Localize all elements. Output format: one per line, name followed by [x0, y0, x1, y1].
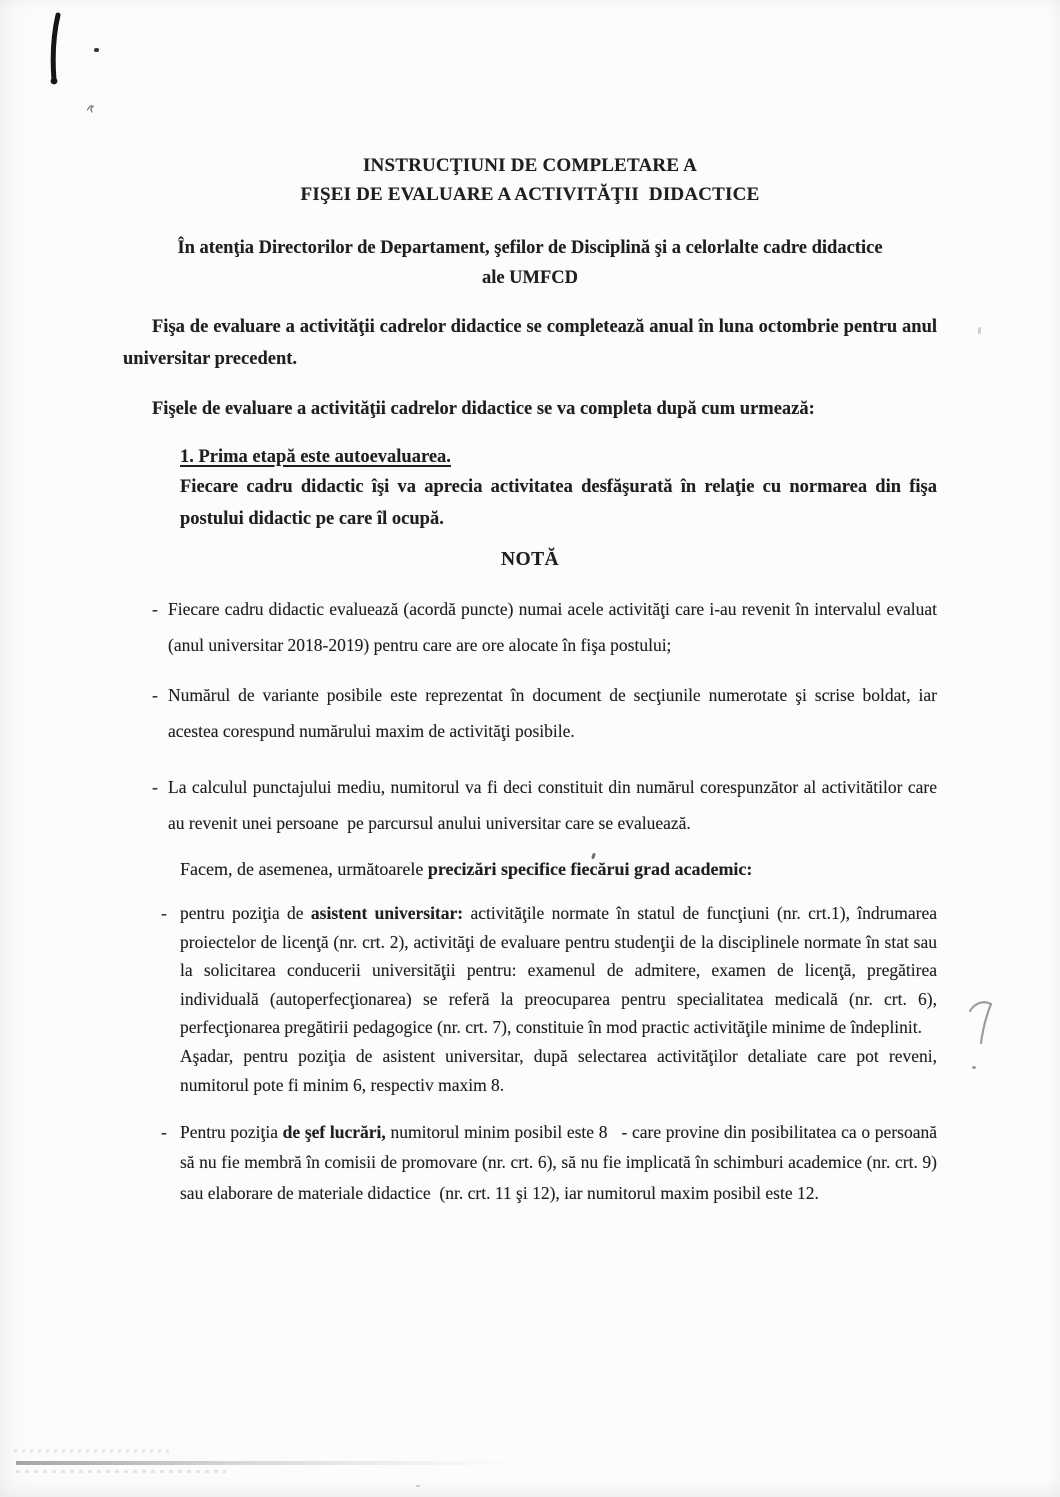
- bullet-dash: -: [152, 599, 158, 619]
- sef-bullet-lead: Pentru poziţia: [180, 1121, 283, 1142]
- paragraph-completion-frequency: Fişa de evaluare a activităţii cadrelor didactice se completează anual în luna octombrie pentru anul universitar precedent.: [123, 317, 937, 369]
- scan-artifact-line: [16, 1470, 226, 1473]
- scan-speck: [416, 1485, 420, 1487]
- asistent-bullet-lead: pentru poziţia de: [180, 903, 311, 923]
- step-1-heading-text: 1. Prima etapă este autoevaluarea.: [180, 447, 451, 467]
- nota-heading: NOTĂ: [501, 549, 559, 570]
- nota-bullet-1-text: Fiecare cadru didactic evaluează (acordă puncte) numai acele activităţi care i-au revenit în intervalul evaluat (anul universitar 2018-2019) pentru care are ore alocate în fişa postului;: [168, 599, 937, 655]
- nota-bullet-2-text: Numărul de variante posibile este reprezentat în document de secţiunile numerotate şi scrise boldat, iar acestea corespund numărului maxim de activităţi posibile.: [168, 685, 937, 741]
- scan-speck: [972, 1066, 976, 1069]
- nota-bullet-2: [152, 677, 937, 749]
- asistent-bullet-bold: asistent universitar:: [310, 903, 464, 923]
- bullet-dash: -: [161, 903, 167, 923]
- pen-stroke-mark: [46, 12, 66, 90]
- document-content: [123, 0, 937, 1208]
- bullet-dash: -: [152, 685, 158, 705]
- step-1-heading: [180, 443, 937, 472]
- ink-squiggle: [86, 104, 96, 114]
- document-title-line-2: FIŞEI DE EVALUARE A ACTIVITĂŢII DIDACTICE: [300, 184, 760, 205]
- nota-bullet-1: [152, 591, 937, 663]
- asistent-bullet-body: activităţile normate în statul de funcţiuni (nr. crt.1), îndrumarea proiectelor de licenţă (nr. crt. 2), activităţi de evaluare pentru studenţii de la disciplinele normate în stat sau la solicitarea conducerii universităţii pentru: examenul de admitere, examen de licenţă, pregătirea individuală (autoperfecţionarea) se referă la preocuparea pentru specialitatea medicală (nr. crt. 6), perfecţionarea pregătirii pedagogice (nr. crt. 7), constituie în mod practic activităţile minime de îndeplinit.: [180, 903, 937, 1037]
- ink-dot: [94, 48, 99, 52]
- precizari-intro: [180, 854, 937, 884]
- precizari-intro-bold: precizări specifice fiecărui grad academic:: [427, 859, 753, 879]
- scan-speck: [978, 327, 981, 334]
- document-title: [123, 151, 937, 209]
- sef-bullet-bold: de şef lucrări,: [282, 1121, 386, 1142]
- bullet-dash: -: [152, 777, 158, 797]
- sef-bullet-body: numitorul minim posibil este 8 - care provine din posibilitatea ca o persoană să nu fie membră în comisii de promovare (nr. crt. 6), să nu fie implicată în schimburi academice (nr. crt. 9) sau elaborare de materiale didactice (nr. crt. 11 şi 12), iar numitorul maxim posibil este 12.: [180, 1121, 937, 1203]
- nota-bullet-3: [152, 769, 937, 841]
- scan-artifact-line: [16, 1461, 516, 1465]
- bullet-dash: -: [161, 1121, 167, 1142]
- document-title-line-1: INSTRUCŢIUNI DE COMPLETARE A: [362, 155, 698, 176]
- attention-line-1: În atenţia Directorilor de Departament, şefilor de Disciplină şi a celorlalte cadre didactice: [177, 238, 883, 258]
- attention-note: [123, 233, 937, 293]
- step-1-body: Fiecare cadru didactic îşi va aprecia activitatea desfăşurată în relaţie cu normarea din fişa postului didactic pe care îl ocupă.: [180, 477, 937, 529]
- asistent-universitar-bullet: [161, 899, 937, 1101]
- handwritten-page-number: [966, 998, 998, 1048]
- sef-lucrari-bullet: [161, 1117, 937, 1209]
- paragraph-howto: Fişele de evaluare a activităţii cadrelor didactice se va completa după cum urmează:: [152, 398, 815, 419]
- asistent-bullet-conclusion: Aşadar, pentru poziţia de asistent universitar, după selectarea activităţilor detaliate care pot reveni, numitorul pote fi minim 6, respectiv maxim 8.: [180, 1045, 937, 1095]
- attention-line-2: ale UMFCD: [481, 268, 579, 288]
- scan-artifact-line: [14, 1449, 174, 1453]
- nota-bullet-3-text: La calculul punctajului mediu, numitorul va fi deci constituit din numărul corespunzător al activitătilor care au revenit unei persoane pe parcursul anului universitar care se evaluează.: [168, 777, 937, 833]
- precizari-intro-regular: Facem, de asemenea, următoarele: [180, 859, 428, 879]
